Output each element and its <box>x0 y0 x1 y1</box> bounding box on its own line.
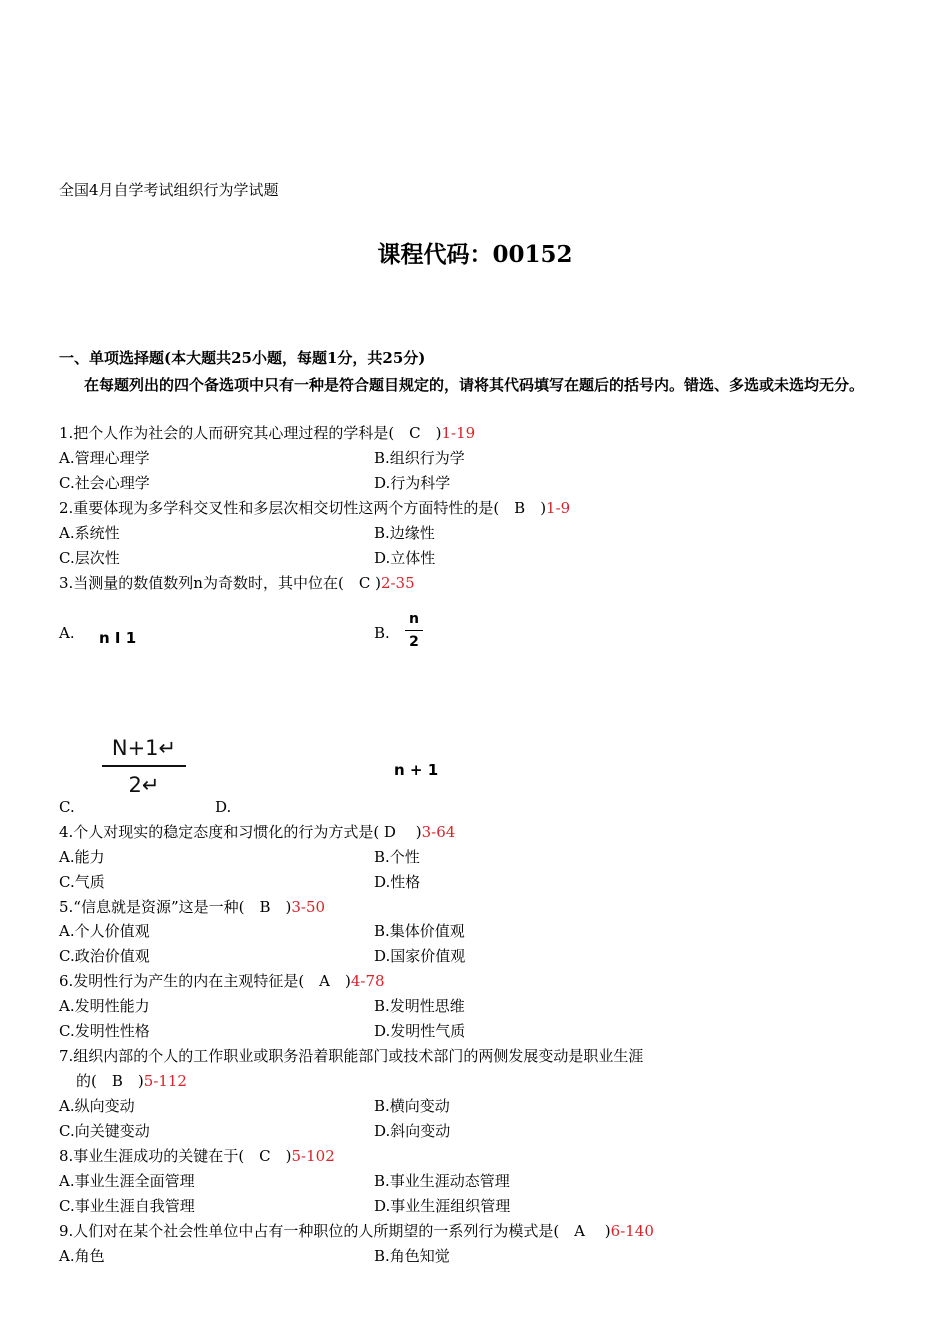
option-d: D.性格 <box>374 873 421 891</box>
question-stem: 4.个人对现实的稳定态度和习惯化的行为方式是( D )3-64 <box>59 823 456 841</box>
page-reference: 5-112 <box>143 1072 187 1090</box>
option-b: B.边缘性 <box>374 524 435 542</box>
page-reference: 4-78 <box>350 972 385 990</box>
exam-header: 全国4月自学考试组织行为学试题 <box>59 181 279 199</box>
option-b: B.横向变动 <box>374 1097 450 1115</box>
question-stem: 2.重要体现为多学科交叉性和多层次相交切性这两个方面特性的是( B )1-9 <box>59 499 571 517</box>
option-c: C.政治价值观 <box>59 947 150 965</box>
fraction-numerator: N+1↵ <box>111 736 177 760</box>
formula-n-plus-1-d: n + 1 <box>394 761 439 779</box>
option-d: D. <box>215 798 232 816</box>
question-stem-continued: 的( B )5-112 <box>76 1072 187 1090</box>
option-b: B.事业生涯动态管理 <box>374 1172 510 1190</box>
option-d: D.斜向变动 <box>374 1122 451 1140</box>
option-a: A.角色 <box>59 1247 105 1265</box>
section-instruction: 在每题列出的四个备选项中只有一种是符合题目规定的，请将其代码填写在题后的括号内。错选、多选或未选均无分。 <box>84 376 865 394</box>
formula-n-plus-1: n I 1 <box>99 629 137 647</box>
option-c: C.向关键变动 <box>59 1122 150 1140</box>
option-a: A.系统性 <box>59 524 120 542</box>
fraction-n-plus-1-over-2 <box>102 735 186 798</box>
option-c: C.发明性性格 <box>59 1022 150 1040</box>
fraction-bar <box>102 765 186 767</box>
page-reference: 3-64 <box>421 823 456 841</box>
option-a: A.能力 <box>59 848 105 866</box>
page-reference: 1-19 <box>441 424 476 442</box>
fraction-denominator: 2↵ <box>128 773 160 797</box>
option-b: B.组织行为学 <box>374 449 465 467</box>
question-stem: 9.人们对在某个社会性单位中占有一种职位的人所期望的一系列行为模式是( A )6-140 <box>59 1222 654 1240</box>
option-d: D.行为科学 <box>374 474 451 492</box>
option-c: C.事业生涯自我管理 <box>59 1197 195 1215</box>
option-b: B. <box>374 624 390 642</box>
option-c: C.社会心理学 <box>59 474 150 492</box>
question-stem: 6.发明性行为产生的内在主观特征是( A )4-78 <box>59 972 385 990</box>
option-b: B.角色知觉 <box>374 1247 450 1265</box>
option-d: D.发明性气质 <box>374 1022 466 1040</box>
question-stem: 8.事业生涯成功的关键在于( C )5-102 <box>59 1147 335 1165</box>
question-stem: 3.当测量的数值数列n为奇数时，其中位在( C )2-35 <box>59 574 415 592</box>
option-a: A.纵向变动 <box>59 1097 135 1115</box>
option-c: C.层次性 <box>59 549 120 567</box>
option-c: C.气质 <box>59 873 105 891</box>
fraction-numerator: n <box>409 611 419 627</box>
option-a: A.管理心理学 <box>59 449 150 467</box>
page-reference: 1-9 <box>546 499 571 517</box>
fraction-n-over-2 <box>405 610 423 651</box>
question-stem: 7.组织内部的个人的工作职业或职务沿着职能部门或技术部门的两侧发展变动是职业生涯 <box>59 1047 644 1065</box>
option-d: D.立体性 <box>374 549 436 567</box>
option-b: B.集体价值观 <box>374 922 465 940</box>
section-heading: 一、单项选择题(本大题共25小题，每题1分，共25分) <box>59 349 426 367</box>
option-c: C. <box>59 798 75 816</box>
page-reference: 2-35 <box>380 574 415 592</box>
course-code-title: 课程代码：00152 <box>377 241 573 268</box>
option-a: A. <box>59 624 75 642</box>
page-reference: 3-50 <box>291 898 326 916</box>
question-stem: 5.“信息就是资源”这是一种( B )3-50 <box>59 898 326 916</box>
option-b: B.发明性思维 <box>374 997 465 1015</box>
option-b: B.个性 <box>374 848 420 866</box>
question-stem: 1.把个人作为社会的人而研究其心理过程的学科是( C )1-19 <box>59 424 476 442</box>
fraction-bar <box>405 630 423 631</box>
option-d: D.事业生涯组织管理 <box>374 1197 511 1215</box>
page-reference: 6-140 <box>610 1222 654 1240</box>
option-d: D.国家价值观 <box>374 947 466 965</box>
fraction-denominator: 2 <box>409 634 419 650</box>
option-a: A.事业生涯全面管理 <box>59 1172 195 1190</box>
option-a: A.发明性能力 <box>59 997 150 1015</box>
option-a: A.个人价值观 <box>59 922 150 940</box>
page-reference: 5-102 <box>291 1147 335 1165</box>
